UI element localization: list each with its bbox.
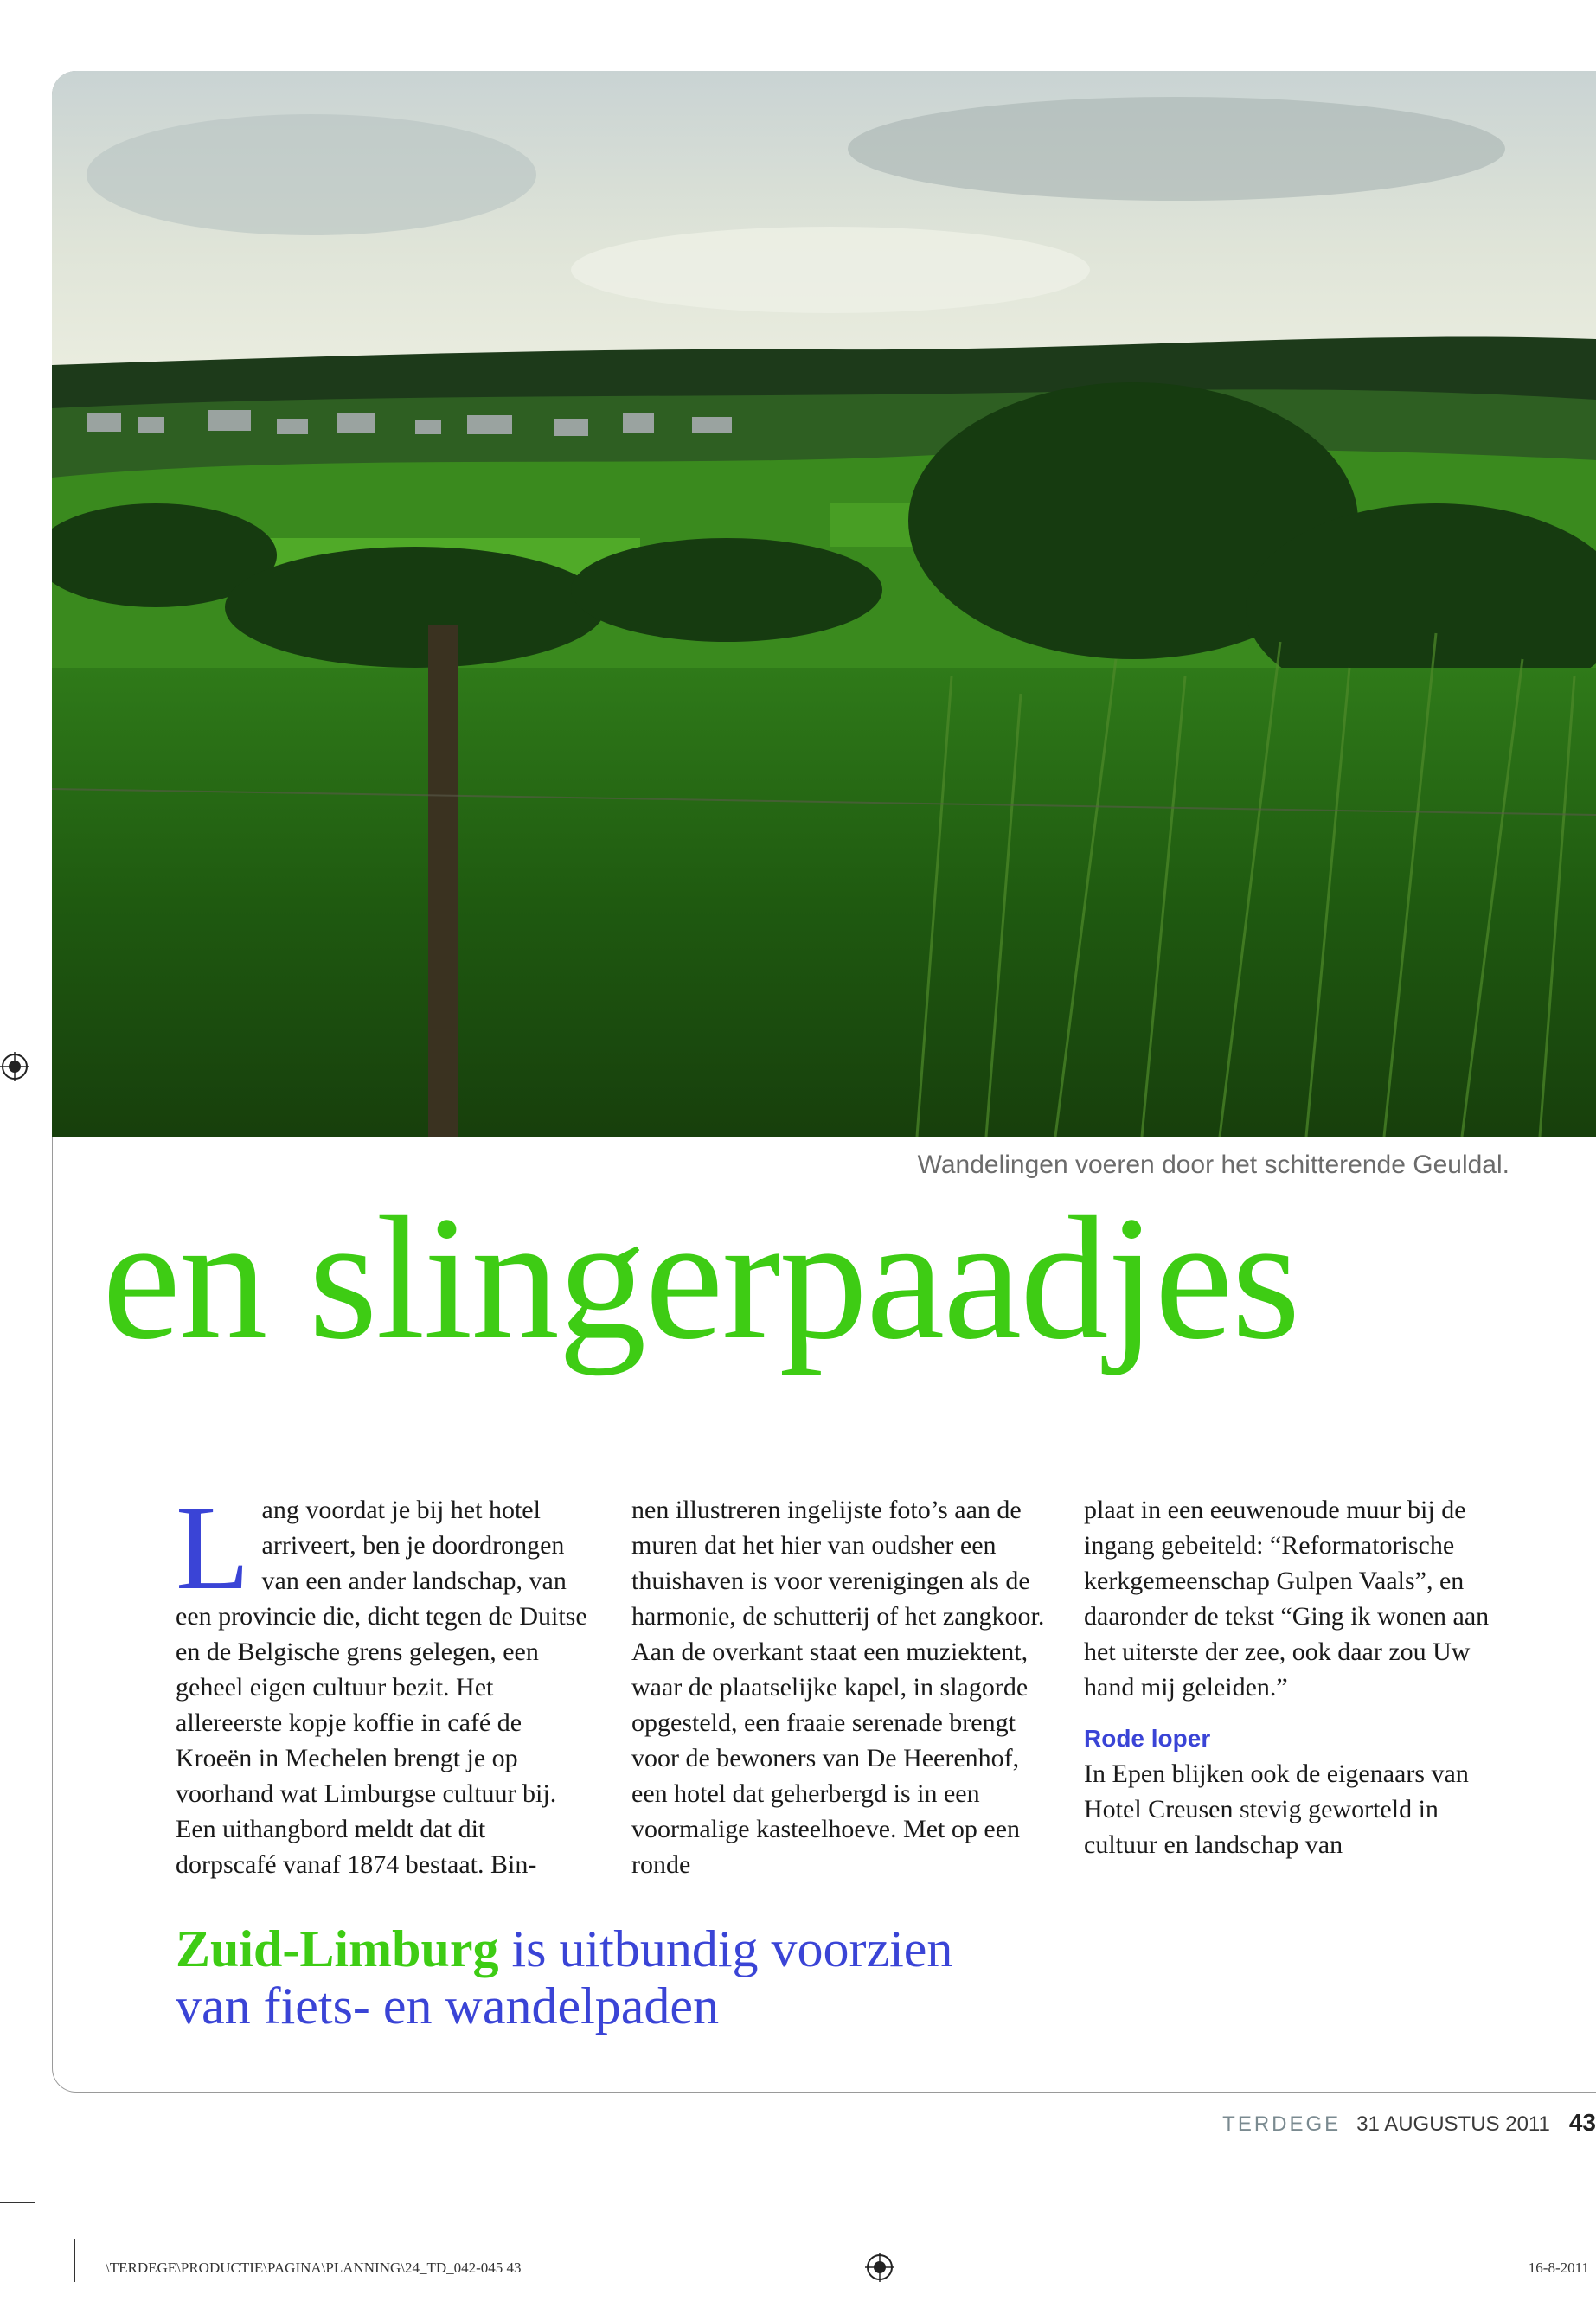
column-1-text: ang voordat je bij het hotel arriveert, ben je doordrongen van een ander landschap, van een provincie die, dicht tegen de Duitse en de Belgische grens gelegen, een geheel eigen cultuur bezit. Het allereerste kopje koffie in café de Kroeën in Mechelen brengt je op voorhand wat Limburgse cultuur bij. Een uithangbord meldt dat dit dorpscafé vanaf 1874 bestaat. Bin- [176,1496,587,1879]
column-3-text: plaat in een eeuwenoude muur bij de ingang gebeiteld: “Reformatorische kerkgemeenschap Gulpen Vaals”, en daaronder de tekst “Ging ik wonen aan het uiterste der zee, ook daar zou Uw hand mij geleiden.” [1084,1496,1490,1702]
registration-mark-icon [0,1052,29,1081]
pull-quote-highlight: Zuid-Limburg [176,1920,499,1977]
drop-cap: L [176,1481,250,1615]
pull-quote [176,1920,952,2035]
article-column-1 [176,1481,591,1882]
article-column-2 [631,1492,1047,1882]
registration-mark-icon [865,2253,894,2282]
article-column-3 [1084,1492,1499,1862]
landscape-photo [52,71,1596,1137]
headline: en slingerpaadjes [102,1180,1299,1376]
page-footer [1222,2109,1596,2137]
section-subhead: Rode loper [1084,1725,1211,1752]
pull-quote-line-2: van fiets- en wandelpaden [176,1977,720,2035]
photo-caption: Wandelingen voeren door het schitterende Geuldal. [917,1150,1509,1179]
crop-mark [0,2202,35,2203]
issue-date: 31 AUGUSTUS 2011 [1356,2112,1550,2136]
slug-path: \TERDEGE\PRODUCTIE\PAGINA\PLANNING\24_TD_042-045 43 [106,2259,522,2276]
page-number: 43 [1568,2109,1596,2136]
slug-date: 16-8-2011 [1528,2259,1589,2276]
pull-quote-line-1 [176,1920,952,1977]
landscape-illustration [52,71,1596,1137]
column-3-text-2: In Epen blijken ook de eigenaars van Hotel Creusen stevig geworteld in cultuur en landschap van [1084,1759,1469,1859]
slug-rule [74,2239,75,2282]
magazine-brand: TERDEGE [1222,2112,1342,2136]
column-2-text: nen illustreren ingelijste foto’s aan de muren dat het hier van oudsher een thuishaven is voor verenigingen als de harmonie, de schutterij of het zangkoor. Aan de overkant staat een muziektent, waar de plaatselijke kapel, in slagorde opgesteld, een fraaie serenade brengt voor de bewoners van De Heerenhof, een hotel dat geherbergd is in een voormalige kasteelhoeve. Met op een ronde [631,1496,1045,1879]
pull-quote-line-1-rest: is uitbundig voorzien [498,1920,953,1977]
